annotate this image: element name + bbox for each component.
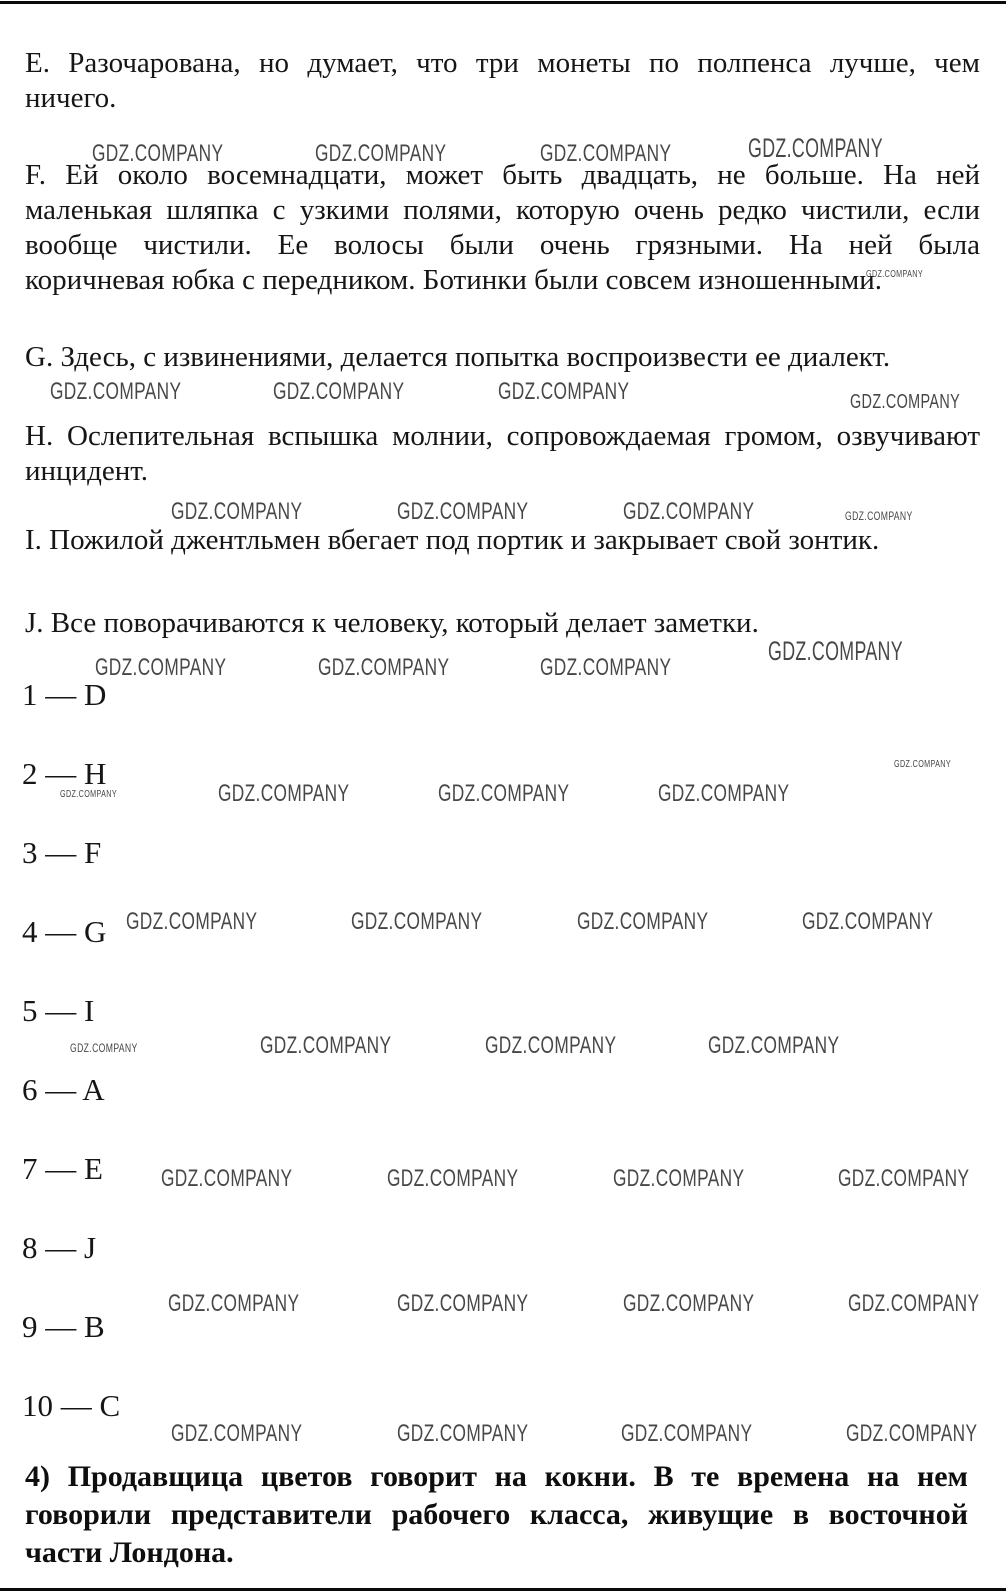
answer-10: 10 — C [22, 1388, 121, 1423]
paragraph-f-line-2: маленькая шляпка с узкими полями, которую очень редко чистили, если [25, 194, 980, 226]
answer-9: 9 — B [22, 1309, 105, 1344]
final-note-line-2: говорили представители рабочего класса, живущие в восточной [25, 1498, 968, 1531]
watermark: GDZ.COMPANY [838, 1165, 970, 1192]
watermark: GDZ.COMPANY [658, 780, 790, 807]
watermark: GDZ.COMPANY [273, 378, 405, 405]
watermark: GDZ.COMPANY [218, 780, 350, 807]
paragraph-f [25, 158, 980, 298]
top-border-line [0, 1, 1006, 4]
watermark: GDZ.COMPANY [397, 498, 529, 525]
watermark: GDZ.COMPANY [866, 269, 924, 280]
answer-5: 5 — I [22, 993, 95, 1028]
watermark: GDZ.COMPANY [748, 133, 883, 163]
watermark: GDZ.COMPANY [60, 789, 118, 800]
watermark: GDZ.COMPANY [387, 1165, 519, 1192]
watermark: GDZ.COMPANY [351, 908, 483, 935]
watermark: GDZ.COMPANY [126, 908, 258, 935]
final-note-line-3: части Лондона. [25, 1536, 234, 1569]
paragraph-g [25, 340, 980, 375]
answer-6: 6 — A [22, 1072, 105, 1107]
watermark: GDZ.COMPANY [171, 498, 303, 525]
paragraph-e-line-2: ничего. [25, 82, 117, 114]
watermark: GDZ.COMPANY [846, 1420, 978, 1447]
watermark: GDZ.COMPANY [397, 1420, 529, 1447]
bottom-border-line [0, 1588, 1006, 1591]
watermark: GDZ.COMPANY [260, 1032, 392, 1059]
watermark: GDZ.COMPANY [498, 378, 630, 405]
watermark: GDZ.COMPANY [850, 391, 961, 413]
watermark: GDZ.COMPANY [485, 1032, 617, 1059]
answer-8: 8 — J [22, 1230, 97, 1265]
paragraph-i [25, 523, 980, 558]
watermark: GDZ.COMPANY [577, 908, 709, 935]
watermark: GDZ.COMPANY [70, 1041, 138, 1055]
watermark: GDZ.COMPANY [50, 378, 182, 405]
answer-2: 2 — H [22, 756, 107, 791]
watermark: GDZ.COMPANY [623, 1290, 755, 1317]
answer-7: 7 — E [22, 1151, 103, 1186]
paragraph-e [25, 46, 980, 116]
watermark: GDZ.COMPANY [92, 140, 224, 167]
paragraph-g-line-1: G. Здесь, с извинениями, делается попытка воспроизвести ее диалект. [25, 341, 891, 373]
watermark: GDZ.COMPANY [161, 1165, 293, 1192]
watermark: GDZ.COMPANY [315, 140, 447, 167]
answer-4: 4 — G [22, 914, 107, 949]
paragraph-f-line-1: F. Ей около восемнадцати, может быть двадцать, не больше. На ней [25, 159, 980, 191]
answer-1: 1 — D [22, 677, 107, 712]
paragraph-h-line-2: инцидент. [25, 455, 148, 487]
paragraph-h-line-1: Н. Ослепительная вспышка молнии, сопровождаемая громом, озвучивают [25, 420, 980, 452]
paragraph-h [25, 419, 980, 489]
answer-3: 3 — F [22, 835, 102, 870]
watermark: GDZ.COMPANY [438, 780, 570, 807]
watermark: GDZ.COMPANY [95, 654, 227, 681]
paragraph-e-line-1: Е. Разочарована, но думает, что три монеты по полпенса лучше, чем [25, 47, 980, 79]
watermark: GDZ.COMPANY [623, 498, 755, 525]
watermark: GDZ.COMPANY [802, 908, 934, 935]
watermark: GDZ.COMPANY [168, 1290, 300, 1317]
watermark: GDZ.COMPANY [171, 1420, 303, 1447]
watermark: GDZ.COMPANY [848, 1290, 980, 1317]
final-note [25, 1458, 968, 1572]
watermark: GDZ.COMPANY [708, 1032, 840, 1059]
watermark: GDZ.COMPANY [845, 509, 913, 523]
watermark: GDZ.COMPANY [768, 636, 903, 666]
paragraph-f-line-4: коричневая юбка с передником. Ботинки были совсем изношенными. [25, 264, 883, 296]
watermark: GDZ.COMPANY [613, 1165, 745, 1192]
watermark: GDZ.COMPANY [894, 759, 952, 770]
watermark: GDZ.COMPANY [397, 1290, 529, 1317]
watermark: GDZ.COMPANY [621, 1420, 753, 1447]
final-note-line-1: 4) Продавщица цветов говорит на кокни. В те времена на нем [25, 1460, 968, 1493]
watermark: GDZ.COMPANY [540, 140, 672, 167]
watermark: GDZ.COMPANY [318, 654, 450, 681]
paragraph-f-line-3: вообще чистили. Ее волосы были очень грязными. На ней была [25, 229, 980, 261]
paragraph-j-line-1: J. Все поворачиваются к человеку, который делает заметки. [25, 607, 759, 639]
watermark: GDZ.COMPANY [540, 654, 672, 681]
paragraph-i-line-1: I. Пожилой джентльмен вбегает под портик и закрывает свой зонтик. [25, 524, 880, 556]
